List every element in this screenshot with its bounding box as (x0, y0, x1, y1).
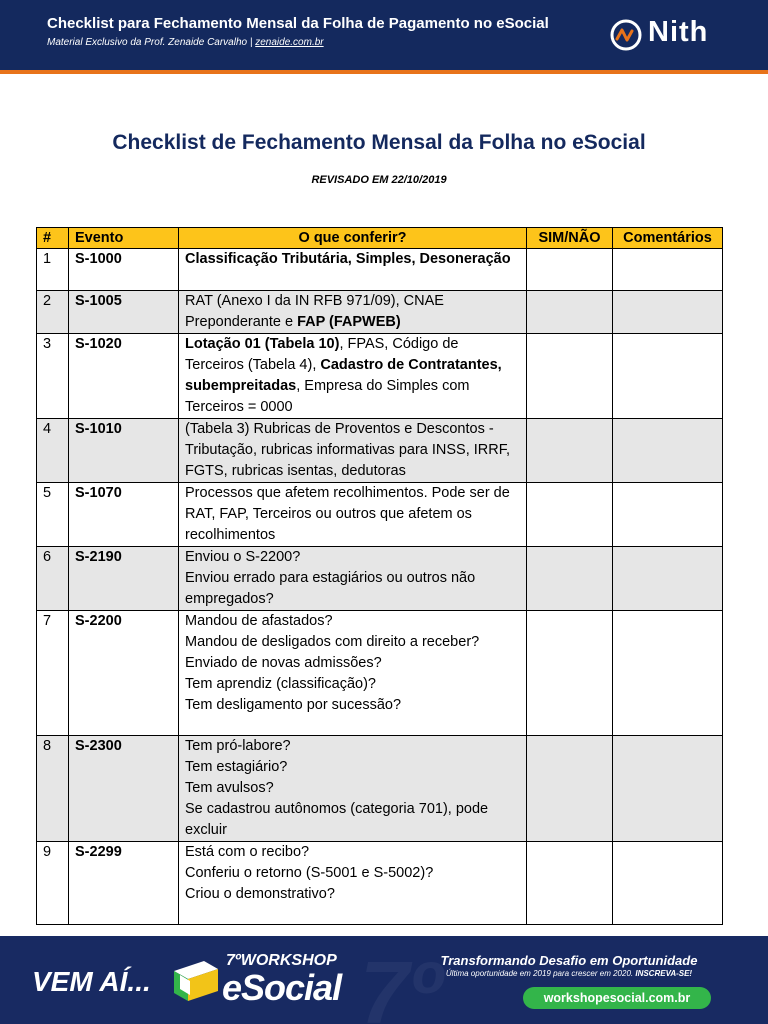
check-text: Enviado de novas admissões? (185, 655, 382, 671)
check-text: , Empresa do Simples com Terceiros = 0000 (185, 378, 470, 415)
row-yes-no-cell[interactable] (527, 419, 613, 483)
check-text: Enviou o S-2200? (185, 549, 301, 565)
check-text: Conferiu o retorno (S-5001 e S-5002)? (185, 865, 434, 881)
check-text: Tem estagiário? (185, 759, 288, 775)
row-check-description (179, 334, 527, 419)
check-text: Mandou de desligados com direito a receber? (185, 634, 480, 650)
col-header-comments: Comentários (613, 228, 723, 249)
col-header-number: # (37, 228, 69, 249)
col-header-event: Evento (69, 228, 179, 249)
row-yes-no-cell[interactable] (527, 611, 613, 736)
check-text: (Tabela 3) Rubricas de Proventos e Descontos - Tributação, rubricas informativas para INSS, IRRF, FGTS, rubricas isentas, dedutoras (185, 421, 511, 479)
table-row (37, 291, 723, 334)
header-site-link[interactable]: zenaide.com.br (255, 37, 324, 48)
row-number: 4 (37, 419, 69, 483)
check-text: Cadastro de Contratantes, subempreitadas (185, 357, 502, 394)
row-number: 1 (37, 249, 69, 291)
table-row (37, 419, 723, 483)
header-subtitle (47, 37, 324, 48)
row-comments-cell[interactable] (613, 547, 723, 611)
check-text: , FPAS, Código de Terceiros (Tabela 4), (185, 336, 459, 373)
row-comments-cell[interactable] (613, 842, 723, 925)
col-header-check: O que conferir? (179, 228, 527, 249)
table-row (37, 249, 723, 291)
header-subtitle-text: Material Exclusivo da Prof. Zenaide Carvalho | (47, 37, 256, 48)
row-comments-cell[interactable] (613, 291, 723, 334)
footer-esocial: eSocial (222, 967, 342, 1008)
table-header-row (37, 228, 723, 249)
row-check-description (179, 483, 527, 547)
nith-logo (610, 16, 730, 53)
check-text: Se cadastrou autônomos (categoria 701), pode excluir (185, 801, 489, 838)
check-text: Lotação 01 (Tabela 10) (185, 336, 340, 352)
row-event-code: S-2200 (69, 611, 179, 736)
checklist-table (36, 227, 723, 925)
row-event-code: S-1010 (69, 419, 179, 483)
footer-tagline: Transformando Desafio em Oportunidade (440, 953, 698, 968)
row-yes-no-cell[interactable] (527, 842, 613, 925)
row-comments-cell[interactable] (613, 483, 723, 547)
check-text: Mandou de afastados? (185, 613, 333, 629)
row-yes-no-cell[interactable] (527, 547, 613, 611)
row-check-description (179, 419, 527, 483)
table-row (37, 736, 723, 842)
row-number: 3 (37, 334, 69, 419)
row-number: 2 (37, 291, 69, 334)
check-text: RAT (Anexo I da IN RFB 971/09), CNAE Preponderante e (185, 293, 444, 330)
row-event-code: S-1070 (69, 483, 179, 547)
footer-subline (424, 969, 714, 978)
check-text: Tem aprendiz (classificação)? (185, 676, 376, 692)
row-comments-cell[interactable] (613, 736, 723, 842)
logo-text: Nith (648, 16, 709, 48)
row-comments-cell[interactable] (613, 334, 723, 419)
table-row (37, 842, 723, 925)
row-event-code: S-1000 (69, 249, 179, 291)
row-yes-no-cell[interactable] (527, 483, 613, 547)
header-title: Checklist para Fechamento Mensal da Folha de Pagamento no eSocial (47, 15, 549, 32)
table-row (37, 483, 723, 547)
row-yes-no-cell[interactable] (527, 334, 613, 419)
row-yes-no-cell[interactable] (527, 736, 613, 842)
table-row (37, 611, 723, 736)
check-text: Enviou errado para estagiários ou outros não empregados? (185, 570, 476, 607)
footer-subline-text: Última oportunidade em 2019 para crescer em 2020. (445, 969, 636, 978)
document-title: Checklist de Fechamento Mensal da Folha no eSocial (112, 131, 646, 154)
check-text: Tem pró-labore? (185, 738, 291, 754)
row-comments-cell[interactable] (613, 419, 723, 483)
row-check-description (179, 249, 527, 291)
footer-banner (0, 936, 768, 1024)
table-row (37, 547, 723, 611)
top-header (0, 0, 768, 70)
row-number: 7 (37, 611, 69, 736)
check-text: Criou o demonstrativo? (185, 886, 335, 902)
row-yes-no-cell[interactable] (527, 249, 613, 291)
footer-workshop: 7ºWORKSHOP (226, 952, 337, 969)
check-text: Classificação Tributária, Simples, Desoneração (185, 251, 511, 267)
row-number: 9 (37, 842, 69, 925)
check-text: FAP (FAPWEB) (297, 314, 401, 330)
check-text: Processos que afetem recolhimentos. Pode ser de RAT, FAP, Terceiros ou outros que afetem os recolhimentos (185, 485, 510, 543)
footer-cta: INSCREVA-SE! (635, 969, 693, 978)
row-comments-cell[interactable] (613, 249, 723, 291)
check-text: Tem desligamento por sucessão? (185, 697, 402, 713)
revision-date: REVISADO EM 22/10/2019 (311, 174, 447, 186)
esocial-cube-icon (170, 957, 222, 1003)
row-event-code: S-2300 (69, 736, 179, 842)
row-check-description (179, 291, 527, 334)
row-number: 5 (37, 483, 69, 547)
row-event-code: S-2299 (69, 842, 179, 925)
nith-logo-icon (610, 19, 642, 51)
footer-vem-ai: VEM AÍ... (32, 966, 151, 997)
row-event-code: S-1005 (69, 291, 179, 334)
row-number: 8 (37, 736, 69, 842)
row-number: 6 (37, 547, 69, 611)
table-row (37, 334, 723, 419)
check-text: Tem avulsos? (185, 780, 274, 796)
check-text: Está com o recibo? (185, 844, 310, 860)
footer-watermark: 7º (360, 943, 442, 1024)
row-event-code: S-2190 (69, 547, 179, 611)
row-check-description (179, 611, 527, 736)
header-accent-bar (0, 70, 768, 74)
row-comments-cell[interactable] (613, 611, 723, 736)
row-check-description (179, 842, 527, 925)
workshop-site-button[interactable]: workshopesocial.com.br (523, 987, 711, 1009)
row-check-description (179, 736, 527, 842)
col-header-yes-no: SIM/NÃO (527, 228, 613, 249)
row-yes-no-cell[interactable] (527, 291, 613, 334)
row-event-code: S-1020 (69, 334, 179, 419)
row-check-description (179, 547, 527, 611)
